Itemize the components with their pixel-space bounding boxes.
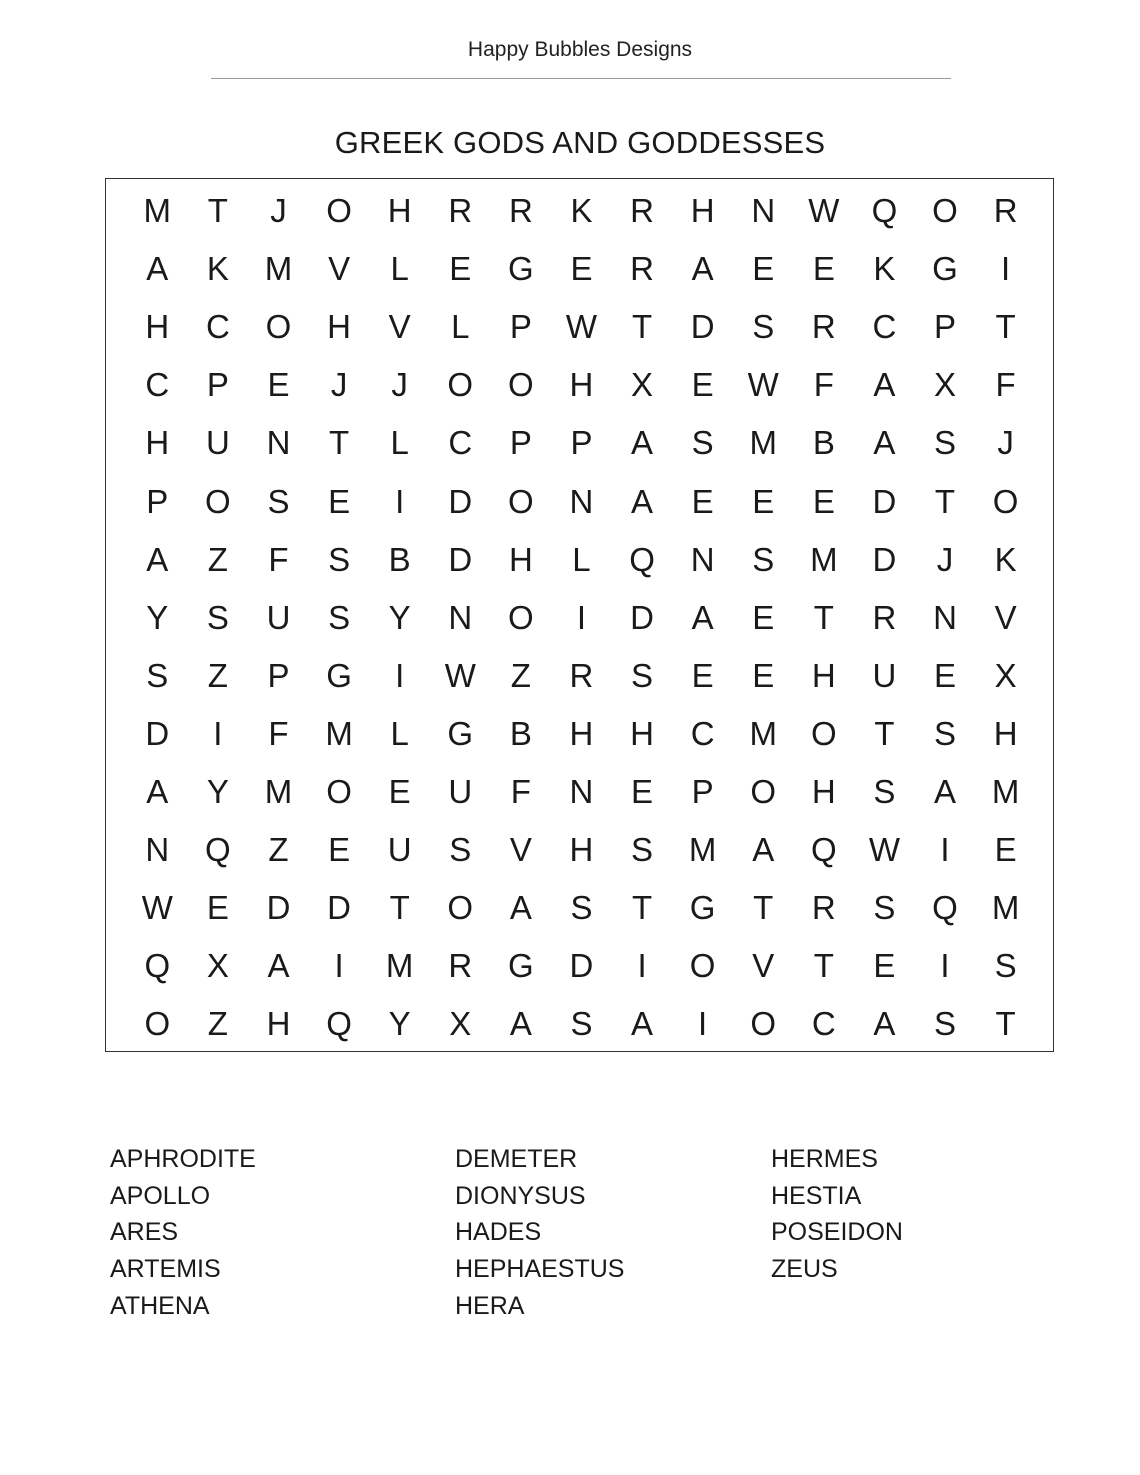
grid-cell[interactable]: E [691,482,714,520]
grid-cell[interactable]: Z [207,1005,228,1043]
grid-cell[interactable]: I [213,714,223,752]
grid-cell[interactable]: Q [629,540,655,578]
grid-cell[interactable]: H [569,366,594,404]
grid-cell[interactable]: A [873,424,896,462]
word-list-column-3 [771,1141,903,1288]
grid-cell[interactable]: K [206,250,229,288]
grid-cell[interactable]: D [145,714,170,752]
grid-cell[interactable]: M [143,192,172,230]
grid-cell[interactable]: V [994,598,1017,636]
grid-cell[interactable]: E [328,831,351,869]
grid-cell[interactable]: D [872,540,897,578]
grid-cell[interactable]: P [691,772,714,810]
grid-cell[interactable]: F [268,540,289,578]
grid-cell[interactable]: H [508,540,533,578]
grid-cell[interactable]: A [509,889,532,927]
grid-cell[interactable]: K [873,250,896,288]
grid-cell[interactable]: Q [810,831,837,869]
grid-cell[interactable]: U [205,424,230,462]
grid-cell[interactable]: H [993,714,1018,752]
grid-cell[interactable]: A [146,540,169,578]
grid-cell[interactable]: S [146,656,169,694]
grid-cell[interactable]: X [631,366,654,404]
grid-cell[interactable]: A [631,1005,654,1043]
grid-cell[interactable]: P [206,366,229,404]
grid-cell[interactable]: N [266,424,291,462]
grid-cell[interactable]: T [753,889,774,927]
grid-cell[interactable]: P [509,424,532,462]
grid-cell[interactable]: H [327,308,351,346]
grid-cell[interactable]: G [326,656,352,694]
grid-cell[interactable]: A [267,947,290,985]
grid-cell[interactable]: O [447,366,474,404]
grid-cell[interactable]: A [509,1005,532,1043]
grid-cell[interactable]: S [570,889,593,927]
word-list-item: ATHENA [110,1291,210,1320]
grid-cell[interactable]: X [206,947,229,985]
grid-cell[interactable]: K [570,192,593,230]
grid-cell[interactable]: L [390,714,409,752]
grid-cell[interactable]: S [934,424,957,462]
grid-cell[interactable]: S [752,308,775,346]
grid-cell[interactable]: O [750,772,777,810]
grid-cell[interactable]: U [872,656,897,694]
grid-cell[interactable]: T [207,192,228,230]
grid-cell[interactable]: P [509,308,532,346]
grid-cell[interactable]: U [387,831,412,869]
grid-cell[interactable]: E [994,831,1017,869]
grid-cell[interactable]: O [265,308,292,346]
grid-cell[interactable]: O [326,192,352,230]
grid-cell[interactable]: S [631,656,654,694]
grid-cell[interactable]: E [873,947,896,985]
grid-cell[interactable]: E [206,889,229,927]
grid-cell[interactable]: N [751,192,776,230]
grid-cell[interactable]: A [873,366,896,404]
grid-cell[interactable]: I [395,482,405,520]
word-list-item: POSEIDON [771,1218,903,1247]
grid-cell[interactable]: R [811,308,836,346]
grid-cell[interactable]: W [141,889,173,927]
grid-cell[interactable]: X [449,1005,472,1043]
grid-cell[interactable]: H [569,714,594,752]
grid-cell[interactable]: S [449,831,472,869]
grid-cell[interactable]: Q [144,947,171,985]
grid-cell[interactable]: G [447,714,474,752]
grid-cell[interactable]: O [810,714,837,752]
grid-cell[interactable]: O [932,192,958,230]
grid-cell[interactable]: L [572,540,591,578]
grid-cell[interactable]: H [266,1005,291,1043]
grid-cell[interactable]: E [752,482,775,520]
grid-cell[interactable]: T [631,308,653,346]
grid-cell[interactable]: M [385,947,414,985]
grid-cell[interactable]: P [570,424,593,462]
word-list-item: HERA [455,1291,525,1320]
grid-cell[interactable]: A [934,772,957,810]
puzzle-title: GREEK GODS AND GODDESSES [334,125,826,160]
grid-cell[interactable]: E [631,772,654,810]
grid-cell[interactable]: C [690,714,715,752]
grid-cell[interactable]: M [991,772,1020,810]
grid-cell[interactable]: D [448,540,473,578]
grid-cell[interactable]: I [576,598,587,636]
grid-cell[interactable]: A [146,250,169,288]
word-list-column-1 [110,1141,256,1324]
grid-cell[interactable]: O [750,1005,777,1043]
grid-cell[interactable]: M [264,772,293,810]
grid-cell[interactable]: E [812,482,835,520]
grid-cell[interactable]: Y [388,1005,411,1043]
grid-cell[interactable]: M [264,250,293,288]
grid-cell[interactable]: K [994,540,1017,578]
grid-cell[interactable]: S [328,598,351,636]
grid-cell[interactable]: Q [871,192,898,230]
grid-cell[interactable]: E [388,772,411,810]
grid-cell[interactable]: U [266,598,291,636]
grid-cell[interactable]: S [631,831,654,869]
grid-cell[interactable]: E [691,366,714,404]
grid-cell[interactable]: R [811,889,836,927]
grid-cell[interactable]: H [811,656,836,694]
grid-cell[interactable]: R [508,192,533,230]
grid-cell[interactable]: M [810,540,838,578]
grid-cell[interactable]: Y [388,598,411,636]
grid-cell[interactable]: S [691,424,714,462]
grid-cell[interactable]: W [747,366,779,404]
grid-cell[interactable]: F [995,366,1016,404]
grid-cell[interactable]: T [995,1005,1016,1043]
grid-cell[interactable]: T [813,598,834,636]
grid-cell[interactable]: D [327,889,351,927]
grid-cell[interactable]: M [688,831,717,869]
grid-cell[interactable]: T [389,889,410,927]
grid-cell[interactable]: I [637,947,647,985]
word-list-item: DEMETER [455,1145,578,1173]
grid-cell[interactable]: D [448,482,473,520]
grid-cell[interactable]: M [991,889,1020,927]
grid-cell[interactable]: Q [326,1005,352,1043]
grid-cell[interactable]: R [630,192,654,230]
grid-cell[interactable]: P [146,482,169,520]
grid-cell[interactable]: V [388,308,411,346]
grid-cell[interactable]: V [752,947,775,985]
grid-cell[interactable]: D [630,598,654,636]
grid-cell[interactable]: F [813,366,834,404]
grid-cell[interactable]: E [328,482,351,520]
grid-cell[interactable]: D [569,947,594,985]
grid-cell[interactable]: J [997,424,1014,462]
grid-cell[interactable]: H [145,308,170,346]
grid-cell[interactable]: M [749,714,777,752]
grid-cell[interactable]: Z [268,831,289,869]
grid-cell[interactable]: T [813,947,834,985]
word-list-item: HERMES [771,1145,878,1173]
grid-cell[interactable]: C [872,308,897,346]
grid-cell[interactable]: L [390,250,409,288]
grid-cell[interactable]: U [448,772,473,810]
grid-cell[interactable]: T [328,424,350,462]
word-list-item: APHRODITE [110,1145,256,1173]
grid-cell[interactable]: I [698,1005,708,1043]
grid-cell[interactable]: S [752,540,775,578]
grid-cell[interactable]: T [631,889,653,927]
grid-cell[interactable]: H [630,714,654,752]
word-list-item: DIONYSUS [455,1181,586,1210]
grid-cell[interactable]: E [752,598,775,636]
grid-cell[interactable]: S [328,540,351,578]
grid-cell[interactable]: J [330,366,348,404]
word-list-item: HADES [455,1218,542,1247]
grid-cell[interactable]: C [145,366,170,404]
grid-cell[interactable]: Y [146,598,169,636]
grid-cell[interactable]: P [934,308,957,346]
grid-cell[interactable]: I [334,947,344,985]
grid-cell[interactable]: C [205,308,230,346]
word-list-column-2 [455,1141,624,1324]
grid-cell[interactable]: N [145,831,170,869]
grid-cell[interactable]: O [508,598,534,636]
word-list-item: HEPHAESTUS [455,1255,625,1284]
grid-cell[interactable]: L [390,424,409,462]
grid-cell[interactable]: T [934,482,956,520]
grid-cell[interactable]: O [144,1005,171,1043]
grid-cell[interactable]: H [690,192,715,230]
grid-cell[interactable]: I [395,656,405,694]
grid-cell[interactable]: J [270,192,287,230]
grid-cell[interactable]: F [268,714,289,752]
grid-cell[interactable]: D [690,308,715,346]
grid-cell[interactable]: R [448,947,473,985]
grid-cell[interactable]: H [811,772,836,810]
grid-cell[interactable]: W [868,831,900,869]
grid-cell[interactable]: G [508,250,534,288]
grid-cell[interactable]: X [994,656,1017,694]
grid-cell[interactable]: E [934,656,957,694]
grid-cell[interactable]: W [565,308,598,346]
word-list-item: HESTIA [771,1181,862,1210]
grid-cell[interactable]: G [508,947,534,985]
grid-cell[interactable]: S [934,1005,957,1043]
header-brand: Happy Bubbles Designs [467,38,693,61]
grid-cell[interactable]: V [328,250,351,288]
grid-cell[interactable]: S [873,772,896,810]
grid-cell[interactable]: S [873,889,896,927]
grid-cell[interactable]: Z [510,656,531,694]
grid-cell[interactable]: W [808,192,840,230]
word-list-item: ARTEMIS [110,1255,221,1284]
grid-cell[interactable]: W [444,656,476,694]
grid-cell[interactable]: O [508,366,534,404]
grid-cell[interactable]: V [509,831,532,869]
grid-cell[interactable]: E [267,366,290,404]
grid-cell[interactable]: Y [206,772,229,810]
grid-cell[interactable]: G [689,889,716,927]
word-list-item: ZEUS [771,1255,838,1284]
grid-cell[interactable]: B [388,540,411,578]
grid-cell[interactable]: H [569,831,594,869]
grid-cell[interactable]: F [510,772,531,810]
grid-cell[interactable]: H [387,192,412,230]
grid-cell[interactable]: O [326,772,352,810]
grid-cell[interactable]: I [1001,250,1011,288]
grid-cell[interactable]: A [691,598,714,636]
grid-cell[interactable]: J [936,540,954,578]
grid-cell[interactable]: L [451,308,470,346]
grid-cell[interactable]: Z [207,540,228,578]
grid-cell[interactable]: S [570,1005,593,1043]
grid-cell[interactable]: N [448,598,473,636]
grid-cell[interactable]: R [993,192,1018,230]
grid-cell[interactable]: A [691,250,714,288]
grid-cell[interactable]: Q [205,831,231,869]
grid-cell[interactable]: D [266,889,291,927]
grid-cell[interactable]: R [630,250,654,288]
grid-cell[interactable]: E [752,250,775,288]
grid-cell[interactable]: M [749,424,777,462]
grid-cell[interactable]: E [752,656,775,694]
grid-cell[interactable]: S [206,598,229,636]
grid-cell[interactable]: E [691,656,714,694]
grid-cell[interactable]: R [872,598,897,636]
grid-cell[interactable]: P [267,656,290,694]
grid-cell[interactable]: R [448,192,473,230]
grid-cell[interactable]: O [992,482,1019,520]
grid-cell[interactable]: O [689,947,716,985]
word-list-item: ARES [110,1218,179,1247]
word-list-item: APOLLO [110,1181,211,1210]
grid-cell[interactable]: A [631,482,654,520]
grid-cell[interactable]: E [449,250,472,288]
grid-cell[interactable]: Q [932,889,958,927]
letter-grid [127,182,1036,1053]
grid-cell[interactable]: N [690,540,715,578]
grid-cell[interactable]: N [569,772,594,810]
grid-cell[interactable]: B [509,714,532,752]
grid-cell[interactable]: N [933,598,957,636]
grid-cell[interactable]: T [995,308,1016,346]
grid-cell[interactable]: R [569,656,594,694]
grid-cell[interactable]: S [994,947,1017,985]
grid-cell[interactable]: A [873,1005,896,1043]
grid-cell[interactable]: G [932,250,958,288]
grid-cell[interactable]: E [570,250,593,288]
grid-cell[interactable]: H [145,424,170,462]
grid-cell[interactable]: A [752,831,775,869]
grid-cell[interactable]: T [874,714,895,752]
header-divider [211,78,951,79]
grid-cell[interactable]: A [631,424,654,462]
grid-cell[interactable]: A [146,772,169,810]
grid-cell[interactable]: D [872,482,897,520]
grid-cell[interactable]: Z [207,656,228,694]
grid-cell[interactable]: O [508,482,534,520]
grid-cell[interactable]: C [811,1005,836,1043]
grid-cell[interactable]: E [812,250,835,288]
grid-cell[interactable]: I [940,947,950,985]
grid-cell[interactable]: B [812,424,835,462]
grid-cell[interactable]: S [267,482,290,520]
grid-cell[interactable]: I [940,831,950,869]
grid-cell[interactable]: M [325,714,353,752]
grid-cell[interactable]: X [934,366,957,404]
grid-cell[interactable]: S [934,714,957,752]
grid-cell[interactable]: N [569,482,594,520]
grid-cell[interactable]: O [447,889,474,927]
grid-cell[interactable]: J [391,366,408,404]
grid-cell[interactable]: O [205,482,231,520]
grid-cell[interactable]: C [448,424,473,462]
